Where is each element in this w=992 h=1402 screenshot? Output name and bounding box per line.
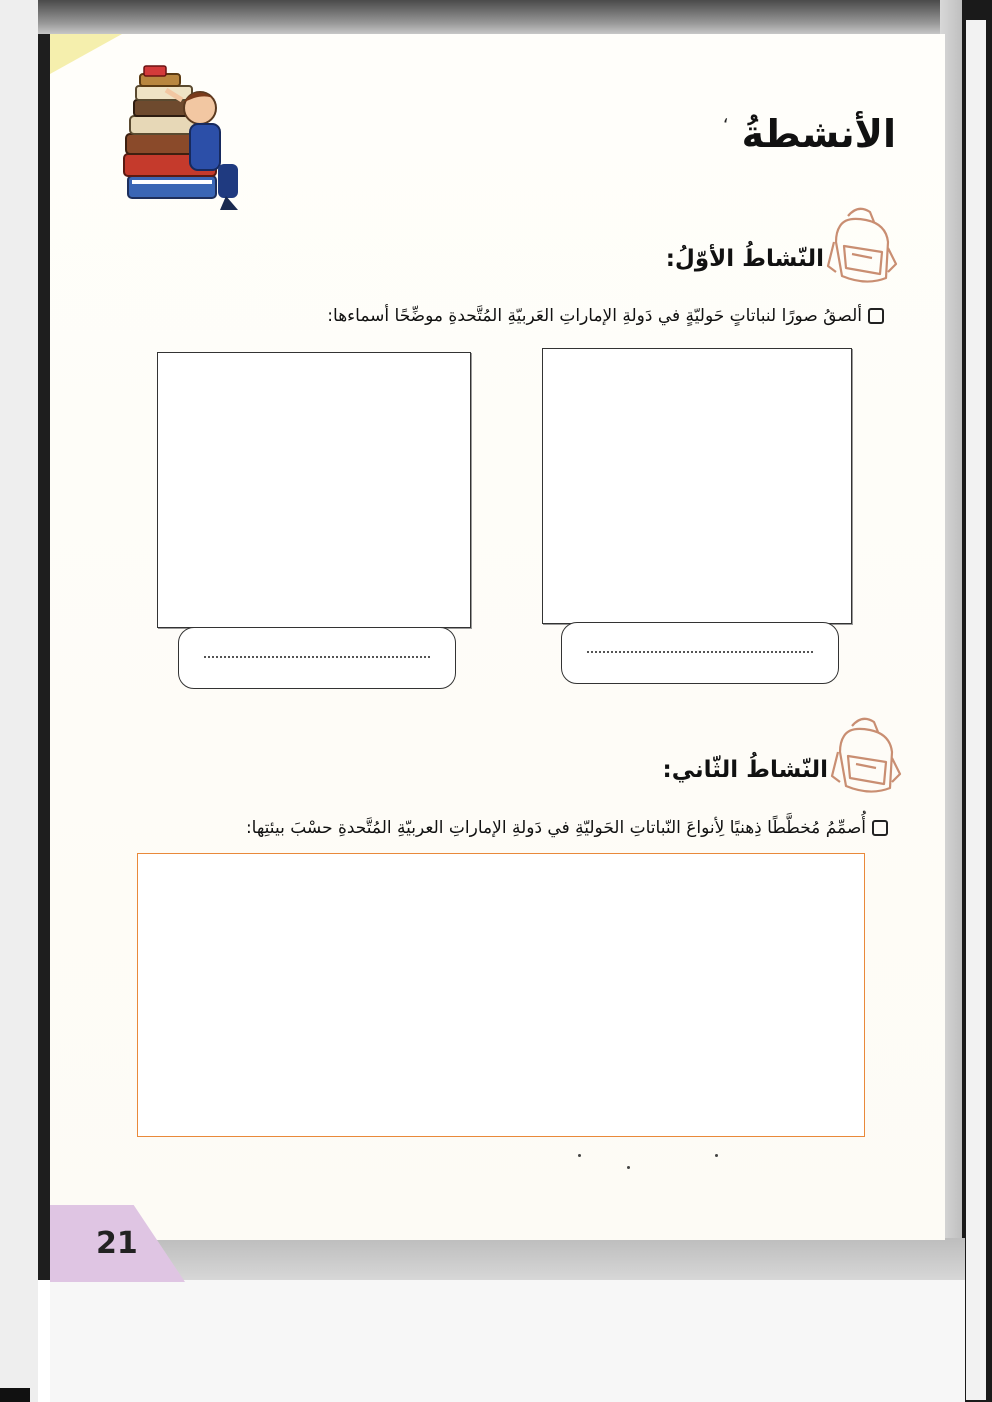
scan-right-margin	[966, 20, 986, 1400]
photo-frame-right[interactable]	[542, 348, 852, 624]
scan-bottom-margin	[50, 1280, 965, 1402]
activity1-title: النّشاطُ الأوّلُ:	[665, 246, 824, 272]
page-title: الأنشطةُ	[741, 112, 896, 156]
checkbox-icon	[872, 820, 888, 836]
label-dotted-line	[204, 656, 430, 658]
activity1-instruction-text: ألصقُ صورًا لنباتاتٍ حَوليّةٍ في دَولةِ الإماراتِ العَربيّةِ المُتَّحدةِ موضِّحًا أسماءها:	[327, 306, 862, 326]
activity2-instruction-text: أُصمِّمُ مُخطَّطًا ذِهنيًا لِأنواعَ النّباتاتِ الحَوليّةِ في دَولةِ الإماراتِ العربيّةِ المُتَّحدةِ حسْبَ بيئتِها:	[245, 818, 866, 838]
speck	[715, 1154, 718, 1157]
label-box-left[interactable]	[178, 627, 456, 689]
mind-map-area[interactable]	[137, 853, 865, 1137]
activity2-title: النّشاطُ الثّاني:	[662, 757, 828, 783]
backpack-icon	[826, 202, 898, 286]
activity1-instruction	[327, 306, 884, 326]
scan-left-margin	[0, 0, 38, 1402]
label-box-right[interactable]	[561, 622, 839, 684]
books-stack-kid-icon	[122, 64, 247, 214]
corner-tab	[50, 34, 122, 74]
speck	[578, 1154, 581, 1157]
scan-bottom-shadow	[50, 1238, 965, 1280]
activity2-instruction	[246, 818, 888, 838]
label-dotted-line	[587, 651, 813, 653]
checkbox-icon	[868, 308, 884, 324]
scan-top-shadow	[38, 0, 963, 34]
backpack-icon	[830, 712, 902, 796]
page-number: 21	[96, 1226, 138, 1261]
speck	[627, 1166, 630, 1169]
photo-frame-left[interactable]	[157, 352, 471, 628]
title-mark: ʻ	[723, 115, 729, 136]
scan-left-binding	[38, 0, 50, 1280]
scan-corner-mark	[0, 1388, 30, 1402]
